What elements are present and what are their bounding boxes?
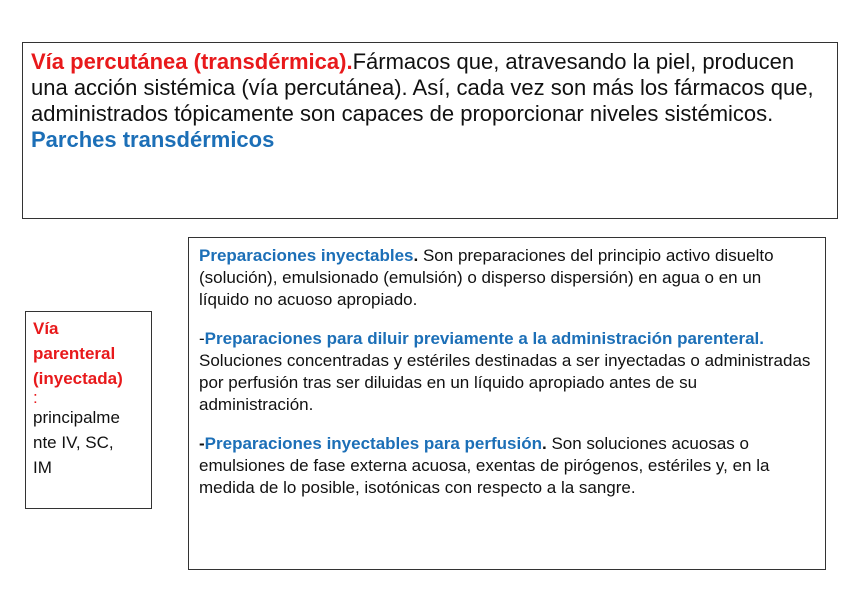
injectables-body: Son preparaciones del principio activo disuelto (solución), emulsionado (emulsión) o disperso dispersión) en agua o en un líquido no acuoso apropiado. — [199, 246, 774, 309]
parenteral-body-line-3: IM — [33, 458, 52, 477]
transdermal-body: Fármacos que, atravesando la piel, producen una acción sistémica (vía percutánea). Así, cada vez son más los fármacos que, administrados tópicamente son capaces de proporcionar niveles sistémicos. — [31, 49, 814, 126]
injectables-title-dot: . — [413, 246, 419, 265]
transdermal-title: Vía percutánea (transdérmica). — [31, 49, 353, 74]
parenteral-title-line-3: (inyectada) — [33, 369, 123, 388]
injectable-preparations-box — [188, 237, 826, 570]
perfusion-title-dot: . — [541, 434, 547, 453]
parenteral-body-line-1: principalme — [33, 408, 120, 427]
parenteral-body-line-2: nte IV, SC, — [33, 433, 114, 452]
transdermal-route-box — [22, 42, 838, 219]
perfusion-title: Preparaciones inyectables para perfusión — [204, 434, 542, 453]
dilution-dash: - — [199, 329, 205, 348]
transdermal-paragraph — [31, 49, 829, 153]
dilution-title: Preparaciones para diluir previamente a la administración parenteral. — [204, 329, 765, 348]
parenteral-title-line-2: parenteral — [33, 344, 116, 363]
parenteral-title-line-1: Vía — [33, 319, 59, 338]
perfusion-body: Son soluciones acuosas o emulsiones de fase externa acuosa, exentas de pirógenos, estériles y, en la medida de lo posible, isotónicas con respecto a la sangre. — [199, 434, 770, 497]
dilution-paragraph — [199, 328, 815, 416]
injectables-title: Preparaciones inyectables — [199, 246, 414, 265]
dilution-body: Soluciones concentradas y estériles destinadas a ser inyectadas o administradas por perfusión tras ser diluidas en un líquido apropiado antes de su administración. — [199, 351, 811, 414]
perfusion-dash: - — [199, 434, 205, 453]
transdermal-patches-highlight: Parches transdérmicos — [31, 127, 275, 152]
parenteral-route-box — [25, 311, 152, 509]
perfusion-paragraph — [199, 433, 815, 499]
injectables-paragraph — [199, 245, 815, 311]
parenteral-colon: : — [33, 388, 38, 407]
